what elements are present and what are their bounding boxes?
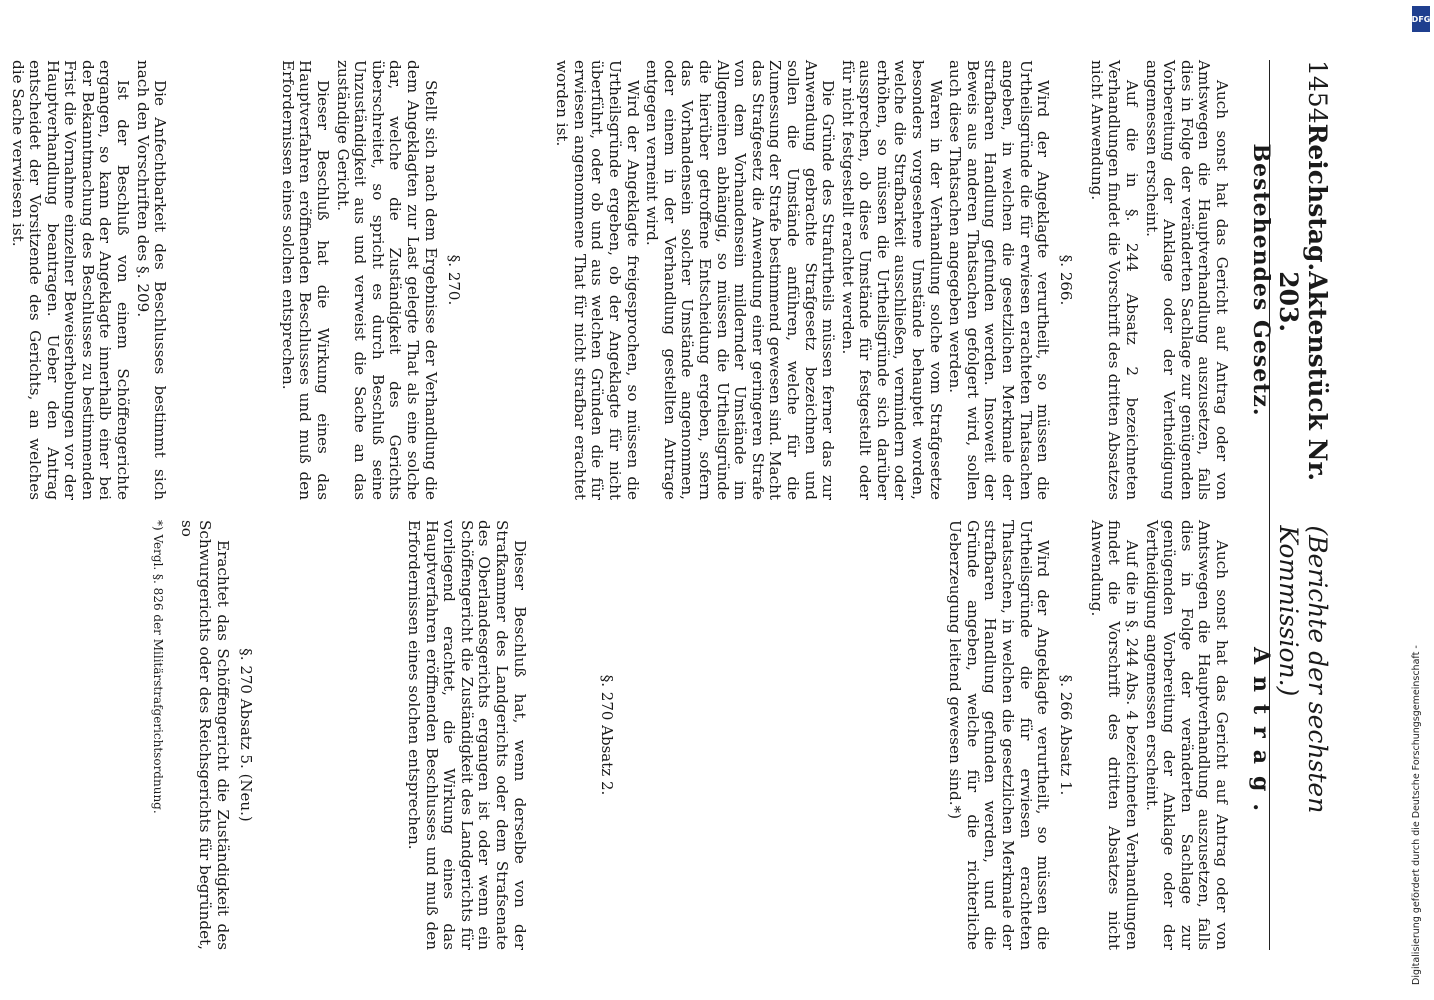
right-paragraph: Wird der Angeklagte verurtheilt, so müssen die Urtheilsgründe die für erwiesen erachteten Thatsachen, in welchen die gesetzlichen Merkmale der strafbaren Handlung gefunden werden, und die Gründe angeben, welche für die richterliche Ueberzeugung leitend gewesen sind.*) xyxy=(946,520,1053,950)
section-heading: §. 266 Absatz 1. xyxy=(1057,674,1076,796)
header-right: (Berichte der sechsten Kommission.) xyxy=(1274,525,1332,814)
section-heading: §. 266. xyxy=(1057,254,1076,306)
left-column-title: Bestehendes Gesetz. xyxy=(1248,143,1274,417)
left-paragraph: Die Anfechtbarkeit des Beschlusses bestimmt sich nach den Vorschriften des §. 209. xyxy=(133,60,170,500)
section-heading: §. 270. xyxy=(444,254,463,306)
section-heading: §. 270 Absatz 2. xyxy=(597,674,616,796)
right-paragraph: Auch sonst hat das Gericht auf Antrag oder von Amtswegen die Hauptverhandlung auszusetzen, falls dies in Folge der veränderten Sachlage zur genügenden Vorbereitung der Anklage oder der Vertheidigung angemessen erscheint. xyxy=(1142,520,1231,950)
right-column-title: Antrag. xyxy=(1248,646,1274,824)
left-paragraph: Wird der Angeklagte freigesprochen, so müssen die Urtheilsgründe ergeben, ob der Angeklagte für nicht überführt, oder ob und aus welchen Gründen die für erwiesen angenommene That für nicht strafbar erachtet worden ist. xyxy=(553,60,642,500)
header-center: Aktenstück Nr. 203. xyxy=(1274,271,1332,482)
left-paragraph: Stellt sich nach dem Ergebnisse der Verhandlung die dem Angeklagten zur Last gelegte That als eine solche dar, welche die Zuständigkeit des Gerichts überschreitet, so spricht es durch Beschluß seine Unzuständigkeit aus und verweist die Sache an das zuständige Gericht. xyxy=(333,60,440,500)
header-left: Reichstag. xyxy=(1303,123,1332,272)
footnote: *) Vergl. §. 826 der Militärstrafgerichtsordnung. xyxy=(151,520,165,814)
digitization-credit: Digitalisierung gefördert durch die Deutsche Forschungsgemeinschaft - xyxy=(1411,645,1422,985)
left-paragraph: Wird der Angeklagte verurtheilt, so müssen die Urtheilsgründe die für erwiesen erachteten Thatsachen angeben, in welchen die gesetzlichen Merkmale der strafbaren Handlung gefunden werden. Insoweit der Beweis aus anderen Thatsachen gefolgert wird, sollen auch diese Thatsachen angegeben werden. xyxy=(946,60,1053,500)
section-heading: §. 270 Absatz 5. (Neu.) xyxy=(236,648,255,822)
left-paragraph: Auf die in §. 244 Absatz 2 bezeichneten Verhandlungen findet die Vorschrift des dritten Absatzes nicht Anwendung. xyxy=(1087,60,1142,500)
left-column xyxy=(8,60,1284,500)
right-column xyxy=(54,520,1284,950)
dfg-logo: DFG xyxy=(1412,6,1430,32)
left-paragraph: Waren in der Verhandlung solche vom Strafgesetze besonders vorgesehene Umstände behauptet worden, welche die Strafbarkeit ausschließen, vermindern oder erhöhen, so müssen die Urtheilsgründe sich darüber aussprechen, ob diese Umstände für festgestellt oder für nicht festgestellt erachtet werden. xyxy=(838,60,945,500)
left-paragraph: Auch sonst hat das Gericht auf Antrag oder von Amtswegen die Hauptverhandlung auszusetzen, falls dies in Folge der veränderten Sachlage zur genügenden Vorbereitung der Anklage oder der Vertheidigung angemessen erscheint. xyxy=(1142,60,1231,500)
right-paragraph: Dieser Beschluß hat, wenn derselbe von der Strafkammer des Landgerichts oder dem Strafsenate des Oberlandesgerichts ergangen ist oder wenn ein Schöffengericht die Zuständigkeit des Landgerichts für vorliegend erachtet, die Wirkung eines das Hauptverfahren eröffnenden Beschlusses und muß den Erfordernissen eines solchen entsprechen. xyxy=(405,520,529,950)
right-paragraph: Auf die in §. 244 Abs. 4 bezeichneten Verhandlungen findet die Vorschrift des dritten Absatzes nicht Anwendung. xyxy=(1087,520,1142,950)
digitization-sidebar xyxy=(1408,0,1434,1000)
page-number: 1454 xyxy=(1303,60,1332,124)
left-paragraph: Dieser Beschluß hat die Wirkung eines das Hauptverfahren eröffnenden Beschlusses und muß den Erfordernissen eines solchen entsprechen. xyxy=(278,60,333,500)
left-paragraph: Die Gründe des Strafurtheils müssen ferner das zur Anwendung gebrachte Strafgesetz bezeichnen und sollen die Umstände anführen, welche für die Zumessung der Strafe bestimmend gewesen sind. Macht das Strafgesetz die Anwendung einer geringeren Strafe von dem Vorhandensein mildernder Umstände im Allgemeinen abhängig, so müssen die Urtheilsgründe die hierüber getroffene Entscheidung ergeben, sofern das Vorhandensein solcher Umstände angenommen, oder einem in der Verhandlung gestellten Antrage entgegen verneint wird. xyxy=(643,60,838,500)
left-paragraph: Ist der Beschluß von einem Schöffengerichte ergangen, so kann der Angeklagte innerhalb einer bei der Bekanntmachung des Beschlusses zu bestimmenden Frist die Vornahme einzelner Beweiserhebungen vor der Hauptverhandlung beantragen. Ueber den Antrag entscheidet der Vorsitzende des Gerichts, an welches die Sache verwiesen ist. xyxy=(8,60,133,500)
right-paragraph: Erachtet das Schöffengericht die Zuständigkeit des Schwurgerichts oder des Reichsgerichts für begründet, so xyxy=(178,520,232,950)
